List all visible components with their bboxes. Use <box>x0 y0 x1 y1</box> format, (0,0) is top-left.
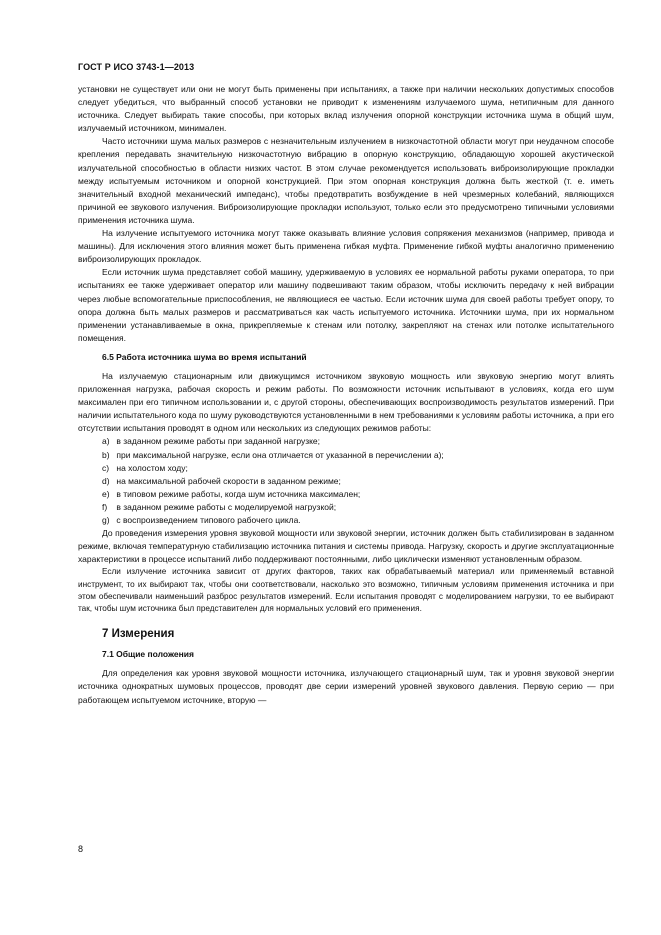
list-item <box>78 514 614 527</box>
paragraph: Часто источники шума малых размеров с незначительным излучением в низкочастотной области могут при неудачном способе крепления передавать значительную низкочастотную вибрацию в опорную конструкцию, обладающую хорошей акустической излучательной способностью в области низких частот. В этом случае рекомендуется использовать виброизолирующие прокладки между испытуемым источником и опорной конструкцией. При этом опорная конструкция должна быть жесткой (т. е. иметь значительный входной механический импеданс), чтобы предотвратить возбуждение в ней чрезмерных колебаний, являющихся причиной ее звукового излучения. Виброизолирующие прокладки используют, только если это предусмотрено типичными условиями применения источника шума. <box>78 136 614 225</box>
list-item-text: в заданном режиме работы при заданной нагрузке; <box>116 436 321 447</box>
list-marker: g) <box>102 515 110 525</box>
document-header: ГОСТ Р ИСО 3743-1—2013 <box>78 62 195 72</box>
paragraph: На излучение испытуемого источника могут также оказывать влияние условия сопряжения механизмов (например, привода и машины). Для исключения этого влияния может быть применена гибкая муфта. Применение гибкой муфты аналогично применению виброизолирующих прокладок. <box>78 228 614 265</box>
section-heading-6-5: 6.5 Работа источника шума во время испытаний <box>102 351 307 362</box>
list-item <box>78 449 614 462</box>
list-item-text: при максимальной нагрузке, если она отличается от указанной в перечислении а); <box>116 449 444 460</box>
list-marker: f) <box>102 501 108 512</box>
paragraph: На излучаемую стационарным или движущимся источником звуковую мощность или звуковую энергию могут влиять приложенная нагрузка, рабочая скорость и режим работы. По возможности источник испытывают в условиях, когда его шум максимален при его типичном использовании и, с другой стороны, обеспечивающих воспроизводимость результатов измерений. При наличии испытательного кода по шуму руководствуются установленными в нем требованиями к условиям работы источника, а при его отсутствии испытания проводят в одном или нескольких из следующих режимов работы: <box>78 370 614 434</box>
list-marker: c) <box>102 462 110 473</box>
list-item-text: на холостом ходу; <box>116 462 188 473</box>
list-item <box>78 501 614 514</box>
operating-modes-list <box>78 435 614 527</box>
list-marker: d) <box>102 475 110 486</box>
list-marker: e) <box>102 488 110 499</box>
document-body <box>78 83 614 707</box>
list-item <box>78 462 614 475</box>
page-number: 8 <box>78 844 84 854</box>
list-item <box>78 435 614 448</box>
paragraph: установки не существует или они не могут быть применены при испытаниях, а также при наличии нескольких допустимых способов следует убедиться, что выбранный способ установки не приводит к изменениям излучаемого шума, нетипичным для данного источника. Следует выбирать такие способы, при которых вклад излучения опорной конструкции источника шума в общий шум, излучаемый источником, минимален. <box>78 84 614 134</box>
list-item-text: с воспроизведением типового рабочего цикла. <box>116 515 301 525</box>
list-marker: b) <box>102 449 110 460</box>
list-marker: a) <box>102 436 110 447</box>
paragraph: Если источник шума представляет собой машину, удерживаемую в условиях ее нормальной работы руками оператора, то при испытаниях ее также удерживает оператор или машину подвешивают таким образом, чтобы исключить передачу к ней вибрации через любые вспомогательные приспособления, не являющиеся ее частью. Если источник шума для своей работы требует опору, то опора должна быть малых размеров и рассматриваться как часть испытуемого источника. Источники шума, при их нормальном применении устанавливаемые в окна, прикрепляемые к стенам или потолку, закрепляют на стенах или потолке испытательного помещения. <box>78 267 614 343</box>
paragraph: Для определения как уровня звуковой мощности источника, излучающего стационарный шум, так и уровня звуковой энергии источника однократных шумовых процессов, проводят две серии измерений уровней звукового давления. Первую серию — при работающем испытуемом источнике, вторую — <box>78 668 614 705</box>
section-heading-7-1: 7.1 Общие положения <box>102 649 194 660</box>
list-item-text: на максимальной рабочей скорости в заданном режиме; <box>116 475 341 486</box>
section-heading-7: 7 Измерения <box>102 628 175 641</box>
paragraph: До проведения измерения уровня звуковой мощности или звуковой энергии, источник должен быть стабилизирован в заданном режиме, включая температурную стабилизацию источника питания и системы привода. Нагрузку, скорость и другие эксплуатационные характеристики в процессе испытаний либо поддерживают постоянными, либо циклически изменяют установленным образом. <box>78 528 614 565</box>
list-item <box>78 475 614 488</box>
list-item <box>78 488 614 501</box>
list-item-text: в типовом режиме работы, когда шум источника максимален; <box>116 488 361 499</box>
paragraph: Если излучение источника зависит от других факторов, таких как обрабатываемый материал или применяемый вставной инструмент, то их выбирают так, чтобы они соответствовали, насколько это возможно, типичным условиям применения источника и при этом обеспечивали наименьший разброс результатов измерений. Если испытания проводят с моделированием нагрузки, то ее выбирают так, чтобы шум источника был представителен для нормальных условий его применения. <box>78 567 614 613</box>
list-item-text: в заданном режиме работы с моделируемой нагрузкой; <box>116 501 337 512</box>
